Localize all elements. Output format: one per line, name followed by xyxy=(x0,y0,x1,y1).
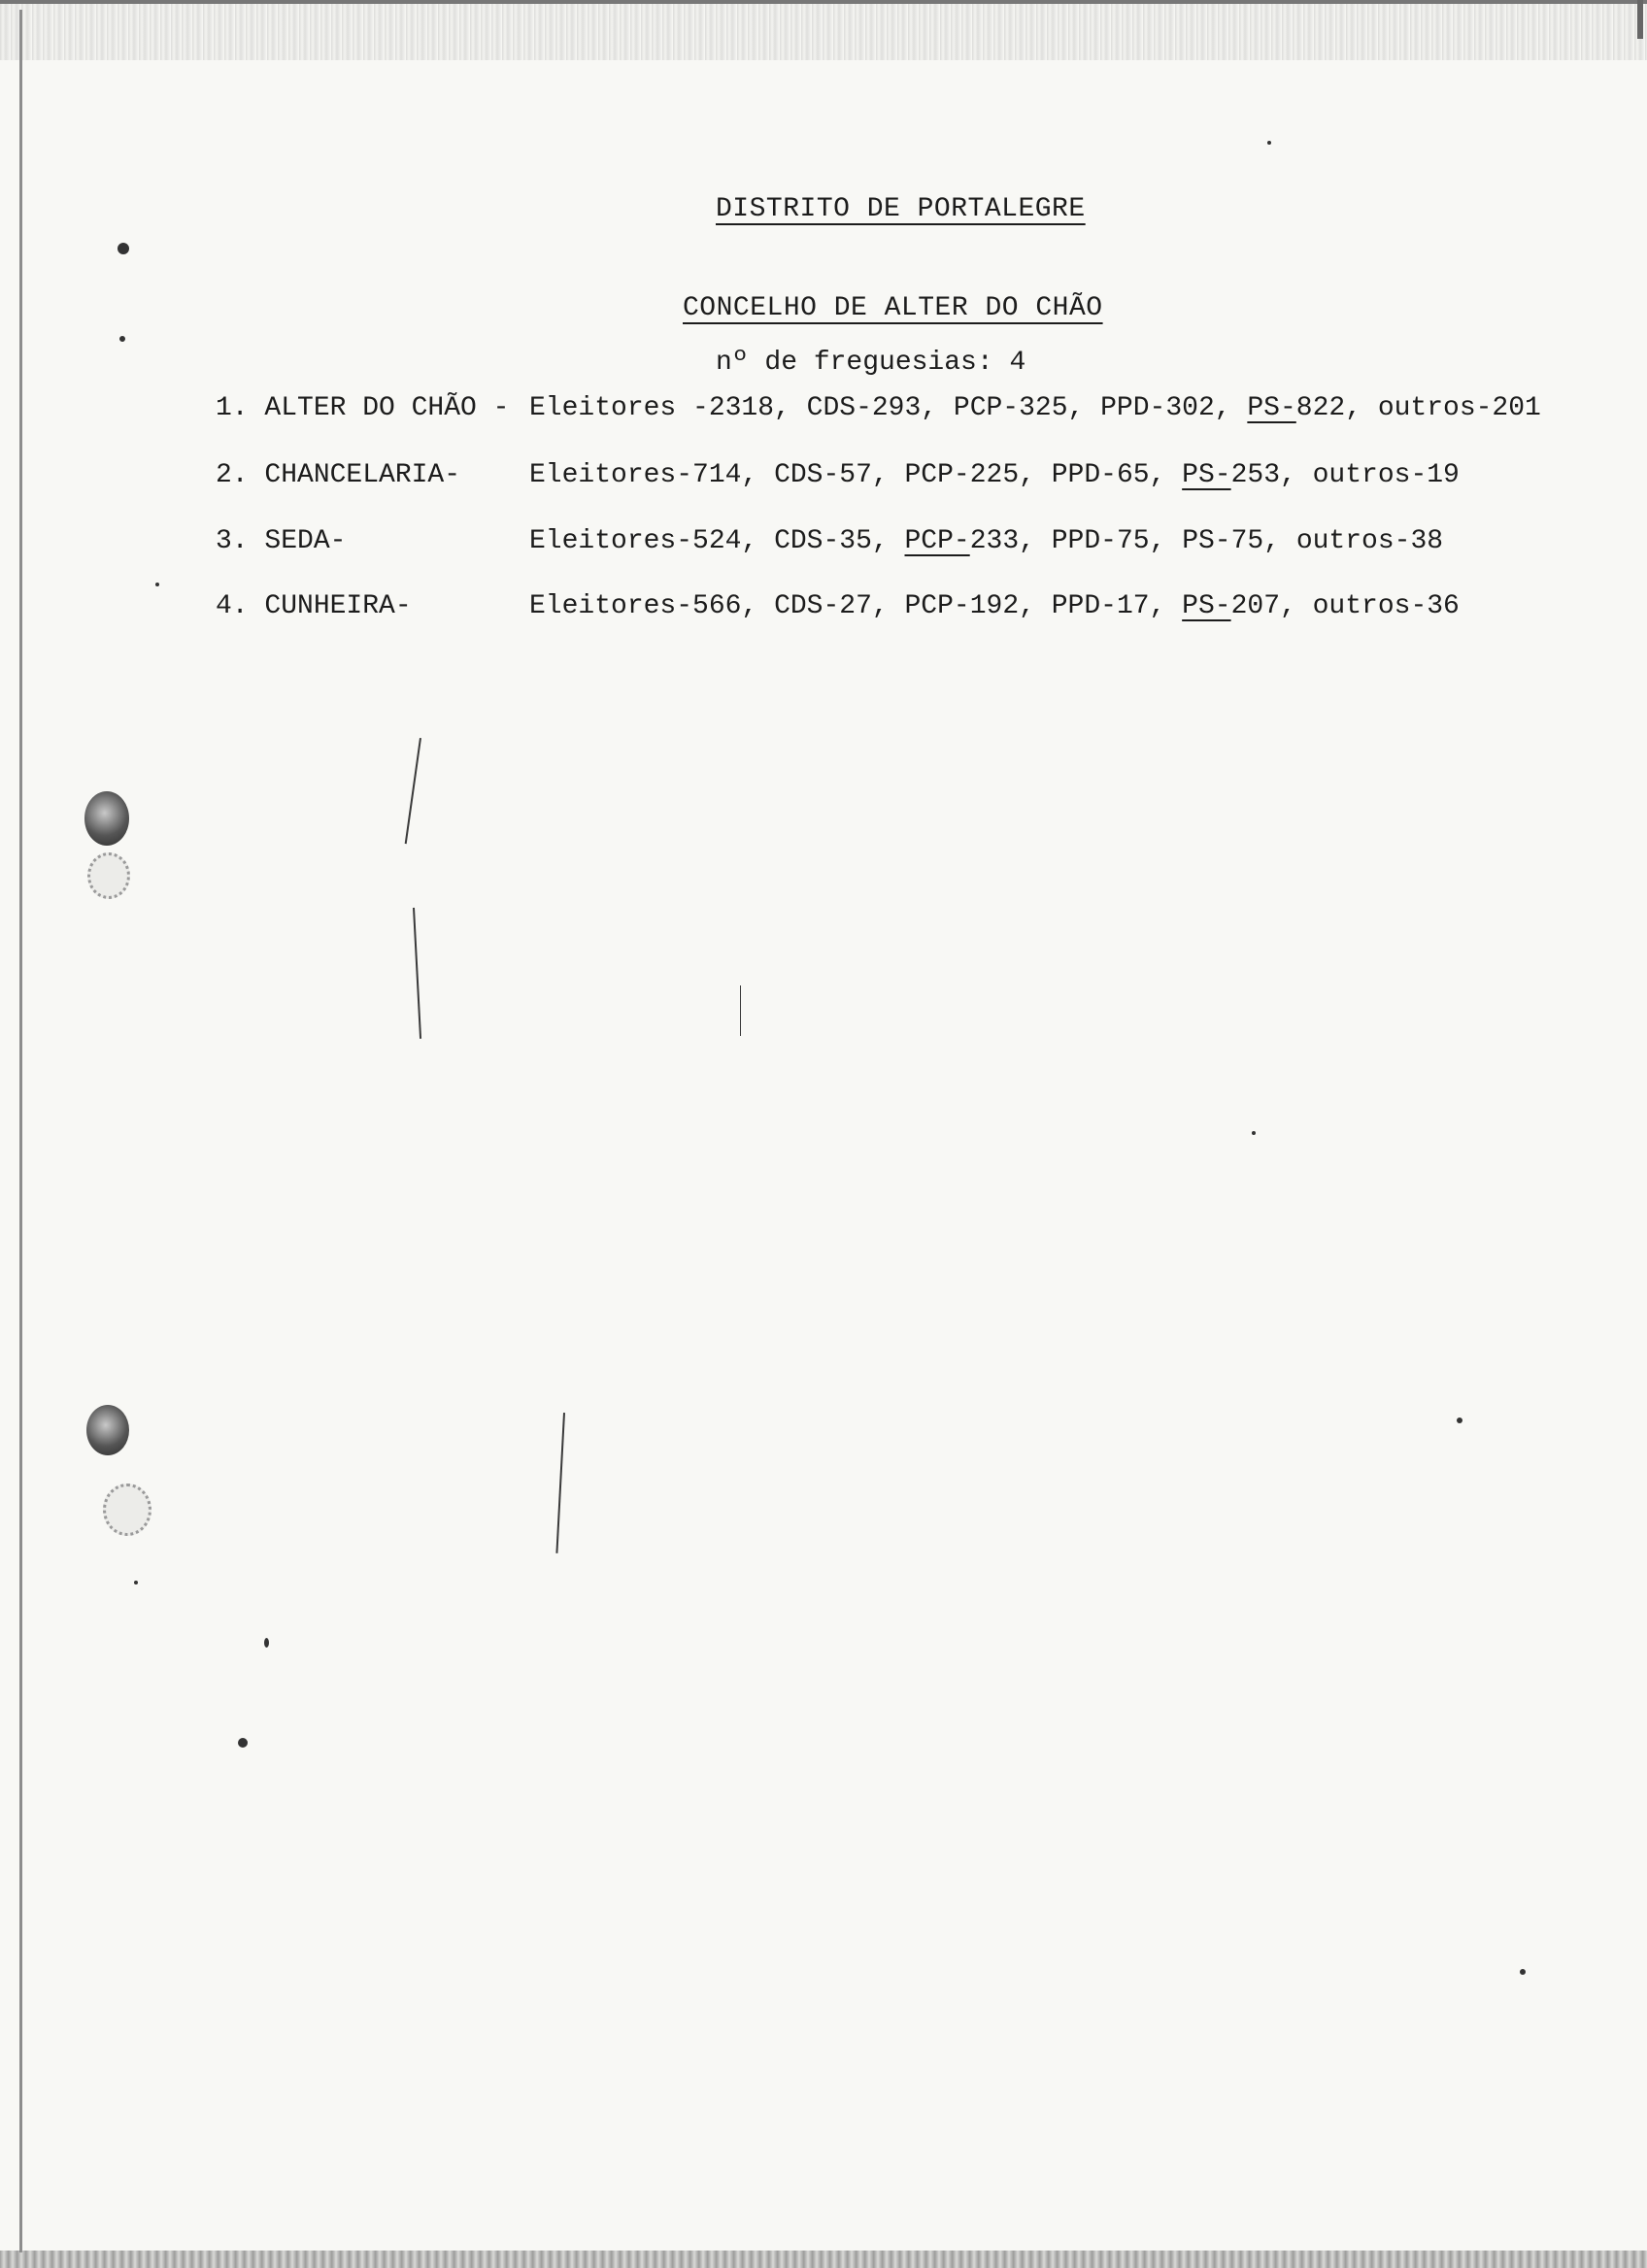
district-title: DISTRITO DE PORTALEGRE xyxy=(716,194,1086,224)
punch-hole xyxy=(84,791,129,846)
voters-count: Eleitores-524, xyxy=(529,526,758,556)
results xyxy=(529,393,1541,423)
parish-name: 4. CUNHEIRA- xyxy=(216,591,412,621)
speck xyxy=(118,243,129,254)
pcp-result xyxy=(905,526,1035,556)
parish-row xyxy=(0,393,1647,432)
others-result: outros-36 xyxy=(1312,591,1460,621)
others-result: outros-201 xyxy=(1377,393,1541,423)
parish-name: 2. CHANCELARIA- xyxy=(216,460,461,490)
pcp-result: PCP-325, xyxy=(953,393,1085,423)
speck xyxy=(155,583,159,586)
pcp-result: PCP-192, xyxy=(904,591,1035,621)
speck xyxy=(238,1738,248,1748)
parish-row xyxy=(0,526,1647,565)
cds-result: CDS-293, xyxy=(806,393,938,423)
cds-result: CDS-57, xyxy=(774,460,889,490)
pen-mark xyxy=(555,1413,565,1553)
ps-result: PS-75, xyxy=(1182,526,1281,556)
pcp-label-underlined: PCP- xyxy=(904,526,970,556)
speck xyxy=(1252,1131,1256,1135)
others-result: outros-19 xyxy=(1312,460,1460,490)
results xyxy=(529,591,1460,621)
ps-value: 822, xyxy=(1295,393,1361,423)
scan-top-band xyxy=(0,0,1647,60)
ps-value: 207, xyxy=(1230,591,1296,621)
others-result: outros-38 xyxy=(1295,526,1444,556)
speck xyxy=(1520,1969,1526,1975)
pen-mark xyxy=(413,908,421,1039)
pcp-value: 233, xyxy=(969,526,1035,556)
ppd-result: PPD-75, xyxy=(1051,526,1166,556)
speck xyxy=(264,1638,269,1648)
ps-result xyxy=(1247,393,1361,423)
cds-result: CDS-27, xyxy=(774,591,889,621)
parish-count: nº de freguesias: 4 xyxy=(716,348,1026,378)
voters-count: Eleitores-714, xyxy=(529,460,758,490)
parish-name: 1. ALTER DO CHÃO - xyxy=(216,393,510,423)
voters-count: Eleitores -2318, xyxy=(529,393,790,423)
speck xyxy=(119,336,125,342)
ppd-result: PPD-302, xyxy=(1100,393,1231,423)
parish-row xyxy=(0,460,1647,499)
speck xyxy=(134,1581,138,1584)
results xyxy=(529,460,1460,490)
ps-result xyxy=(1182,591,1296,621)
cds-result: CDS-35, xyxy=(774,526,889,556)
ps-value: 253, xyxy=(1230,460,1296,490)
ps-label-underlined: PS- xyxy=(1182,460,1231,490)
parish-name: 3. SEDA- xyxy=(216,526,347,556)
speck xyxy=(1267,141,1271,145)
voters-count: Eleitores-566, xyxy=(529,591,758,621)
scan-bottom-band xyxy=(0,2251,1647,2268)
ps-label-underlined: PS- xyxy=(1182,591,1231,621)
pen-mark xyxy=(740,985,741,1036)
pcp-result: PCP-225, xyxy=(904,460,1035,490)
council-title: CONCELHO DE ALTER DO CHÃO xyxy=(683,293,1103,323)
punch-hole-ghost xyxy=(103,1484,151,1536)
parish-row xyxy=(0,591,1647,630)
scan-right-edge xyxy=(1637,0,1643,39)
ps-label-underlined: PS- xyxy=(1247,393,1296,423)
punch-hole-ghost xyxy=(87,852,130,899)
punch-hole xyxy=(86,1405,129,1455)
scan-left-edge xyxy=(19,10,22,2252)
ps-result xyxy=(1182,460,1296,490)
ppd-result: PPD-65, xyxy=(1051,460,1166,490)
results xyxy=(529,526,1443,556)
pen-mark xyxy=(405,738,421,844)
speck xyxy=(1457,1418,1462,1423)
ppd-result: PPD-17, xyxy=(1051,591,1166,621)
